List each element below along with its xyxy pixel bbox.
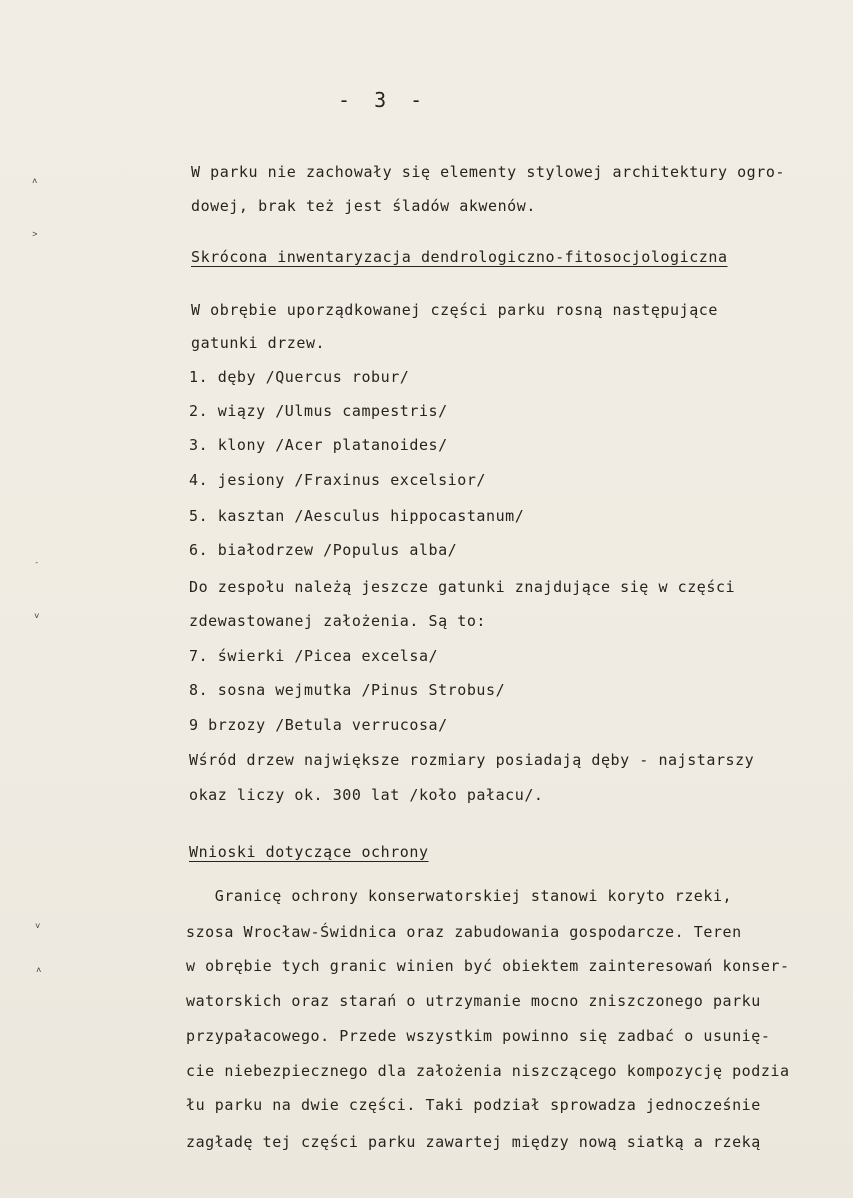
margin-mark: ˃ [32,230,38,240]
paragraph-line: W obrębie uporządkowanej części parku rosną następujące [191,301,718,319]
species-item: 3. klony /Acer platanoides/ [189,436,448,454]
species-item: 8. sosna wejmutka /Pinus Strobus/ [189,681,506,699]
species-item: 2. wiązy /Ulmus campestris/ [189,402,448,420]
section-heading: Skrócona inwentaryzacja dendrologiczno-fitosocjologiczna [191,248,728,266]
section-heading: Wnioski dotyczące ochrony [189,843,429,861]
paragraph-line: dowej, brak też jest śladów akwenów. [191,197,536,215]
species-item: 5. kasztan /Aesculus hippocastanum/ [189,507,525,525]
species-item: 9 brzozy /Betula verrucosa/ [189,716,448,734]
paragraph-line: łu parku na dwie części. Taki podział sprowadza jednocześnie [186,1096,761,1114]
margin-mark: ˅ [35,922,41,932]
paragraph-line: szosa Wrocław-Świdnica oraz zabudowania gospodarcze. Teren [186,923,742,941]
paragraph-line: gatunki drzew. [191,334,326,352]
margin-mark: ˅ [34,612,40,622]
paragraph-line: Wśród drzew największe rozmiary posiadają dęby - najstarszy [189,751,755,769]
paragraph-line: okaz liczy ok. 300 lat /koło pałacu/. [189,786,544,804]
species-item: 4. jesiony /Fraxinus excelsior/ [189,471,487,489]
paragraph-line: watorskich oraz starań o utrzymanie mocno zniszczonego parku [186,992,761,1010]
margin-mark: ˗ [34,558,40,568]
margin-mark: ˄ [36,966,42,976]
species-item: 6. białodrzew /Populus alba/ [189,541,458,559]
paragraph-line: zdewastowanej założenia. Są to: [189,612,487,630]
paragraph-line: W parku nie zachowały się elementy stylowej architektury ogro- [191,163,786,181]
species-item: 7. świerki /Picea excelsa/ [189,647,439,665]
paragraph-line: zagładę tej części parku zawartej między nową siatką a rzeką [186,1133,761,1151]
margin-mark: ˄ [32,177,38,187]
paragraph-line: Granicę ochrony konserwatorskiej stanowi koryto rzeki, [186,887,733,905]
page-number: - 3 - [338,88,429,112]
paragraph-line: w obrębie tych granic winien być obiektem zainteresowań konser- [186,957,790,975]
species-item: 1. dęby /Quercus robur/ [189,368,410,386]
paragraph-line: cie niebezpiecznego dla założenia niszczącego kompozycję podzia [186,1062,790,1080]
paragraph-line: przypałacowego. Przede wszystkim powinno się zadbać o usunię- [186,1027,771,1045]
paragraph-line: Do zespołu należą jeszcze gatunki znajdujące się w części [189,578,736,596]
